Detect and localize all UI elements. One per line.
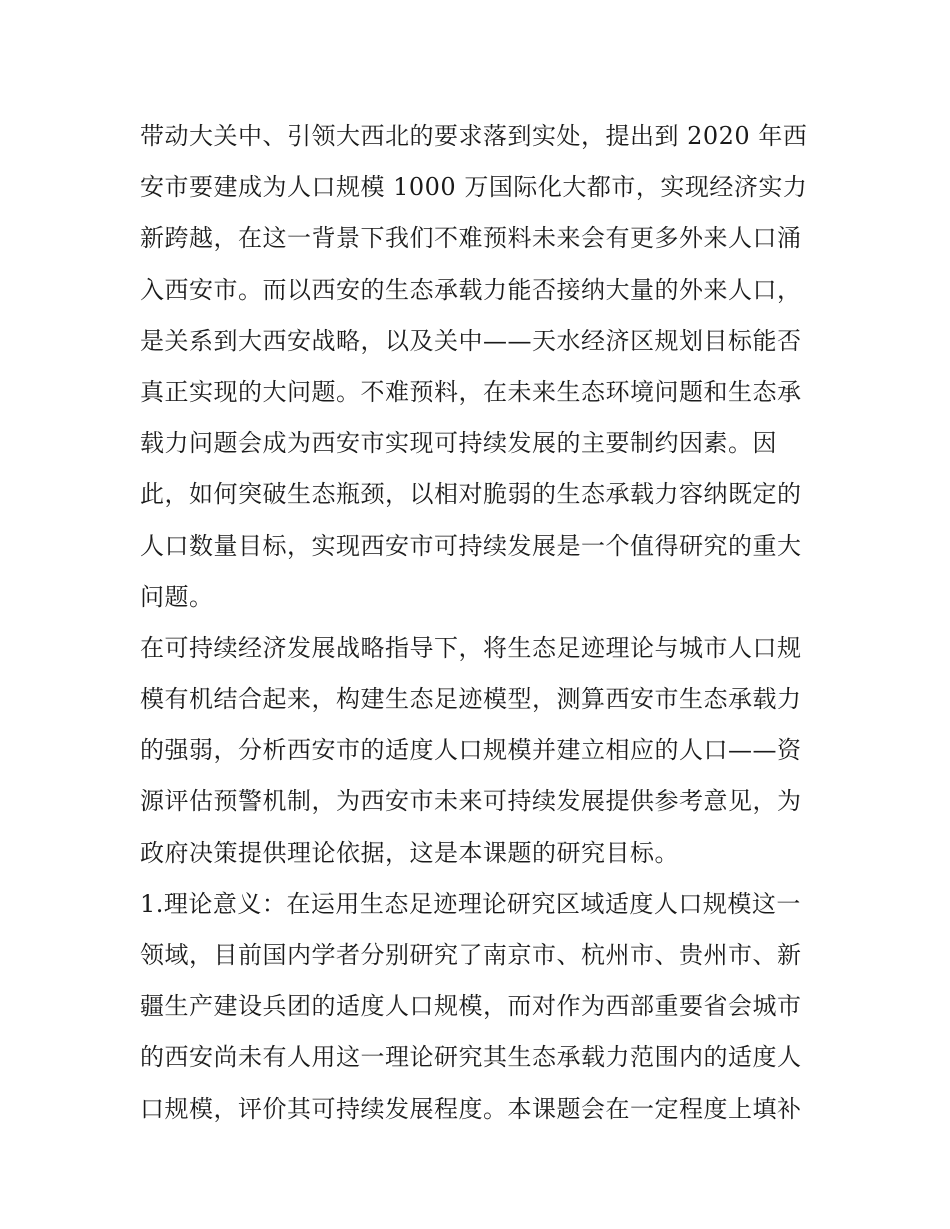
text-line: 政府决策提供理论依据，这是本课题的研究目标。: [140, 838, 679, 867]
document-body: [140, 111, 830, 1135]
text-line: 带动大关中、引领大西北的要求落到实处，提出到 2020 年西: [140, 122, 808, 150]
text-line: 真正实现的大问题。不难预料，在未来生态环境问题和生态承: [140, 377, 802, 406]
text-line: 口规模，评价其可持续发展程度。本课题会在一定程度上填补: [140, 1094, 802, 1123]
text-line: 问题。: [140, 582, 214, 611]
text-line: 入西安市。而以西安的生态承载力能否接纳大量的外来人口，: [140, 275, 802, 304]
text-line: 疆生产建设兵团的适度人口规模，而对作为西部重要省会城市: [140, 992, 802, 1021]
text-line: 的强弱，分析西安市的适度人口规模并建立相应的人口——资: [140, 736, 802, 765]
text-line: 是关系到大西安战略，以及关中——天水经济区规划目标能否: [140, 326, 802, 355]
text-line: 载力问题会成为西安市实现可持续发展的主要制约因素。因: [140, 429, 777, 458]
text-line: 领域，目前国内学者分别研究了南京市、杭州市、贵州市、新: [140, 941, 802, 969]
text-line: 此，如何突破生态瓶颈，以相对脆弱的生态承载力容纳既定的: [140, 480, 802, 509]
text-line: 的西安尚未有人用这一理论研究其生态承载力范围内的适度人: [140, 1043, 802, 1072]
text-line: 源评估预警机制，为西安市未来可持续发展提供参考意见，为: [140, 787, 802, 816]
text-line: 人口数量目标，实现西安市可持续发展是一个值得研究的重大: [140, 531, 802, 560]
text-line: 模有机结合起来，构建生态足迹模型，测算西安市生态承载力: [140, 685, 802, 714]
text-line: 在可持续经济发展战略指导下，将生态足迹理论与城市人口规: [140, 633, 802, 662]
text-line: 1.理论意义：在运用生态足迹理论研究区域适度人口规模这一: [140, 889, 801, 918]
text-line: 安市要建成为人口规模 1000 万国际化大都市，实现经济实力: [140, 173, 808, 202]
text-line: 新跨越，在这一背景下我们不难预料未来会有更多外来人口涌: [140, 224, 802, 253]
